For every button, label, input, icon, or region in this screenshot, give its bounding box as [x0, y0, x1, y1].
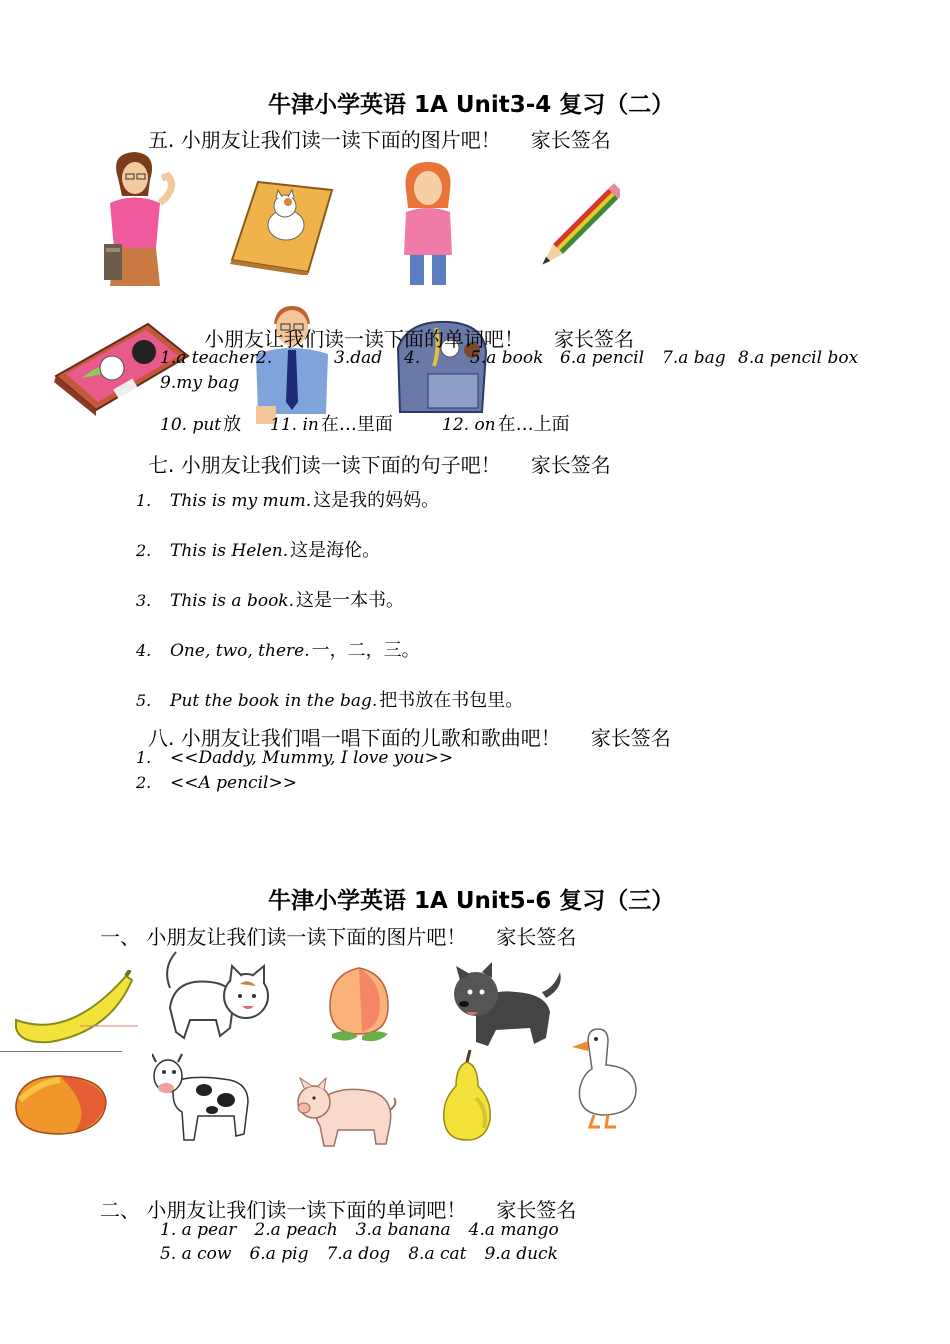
word-8: 8.a pencil box: [738, 348, 859, 368]
word-dog: 7.a dog: [326, 1244, 391, 1264]
word-4: 4.: [404, 348, 421, 368]
word-10: [160, 410, 241, 436]
song-2-title: <<A pencil>>: [170, 773, 297, 793]
sentence-5-zh: 把书放在书包里。: [379, 690, 524, 711]
cat-picture: [160, 948, 275, 1043]
section-2-sign: 家长签名: [496, 1198, 577, 1222]
word-2: 2.: [256, 348, 273, 368]
teacher-picture: [90, 148, 185, 288]
sentence-1-zh: 这是我的妈妈。: [313, 490, 440, 511]
section-8-sign: 家长签名: [590, 726, 671, 750]
sentence-5-num: 5.: [136, 691, 152, 710]
word-pear: 1. a pear: [160, 1220, 237, 1240]
sentence-2: [136, 536, 380, 562]
song-1-num: 1.: [136, 748, 152, 767]
song-2-num: 2.: [136, 773, 152, 792]
section-2-label: 二、 小朋友让我们读一读下面的单词吧！: [100, 1198, 467, 1222]
sentence-2-zh: 这是海伦。: [290, 540, 381, 561]
word-9: 9.my bag: [160, 373, 240, 393]
word-10-en: 10. put: [160, 415, 222, 435]
pencil-box-picture: [52, 318, 192, 418]
sentence-1: [136, 486, 439, 512]
sentence-4-num: 4.: [136, 641, 152, 660]
sentence-1-num: 1.: [136, 491, 152, 510]
word-7: 7.a bag: [662, 348, 726, 368]
mango-picture: [10, 1070, 110, 1140]
sentence-3: [136, 586, 404, 612]
word-1: 1.a teacher: [160, 348, 258, 368]
word-11-zh: 在…里面: [320, 414, 393, 435]
part1-title: 牛津小学英语 1A Unit3-4 复习（二）: [268, 92, 675, 118]
section-5-heading: [148, 124, 611, 153]
sentence-4: [136, 636, 420, 662]
word-11: [270, 410, 393, 436]
divider-line: [0, 1051, 122, 1052]
part2-title: 牛津小学英语 1A Unit5-6 复习（三）: [268, 888, 675, 914]
song-2: [136, 772, 299, 793]
sentence-4-zh: 一，二，三。: [311, 640, 420, 661]
song-1-title: <<Daddy, Mummy, I love you>>: [170, 748, 454, 768]
word-12-en: 12. on: [442, 415, 496, 435]
word-11-en: 11. in: [270, 415, 319, 435]
word-banana: 3.a banana: [355, 1220, 451, 1240]
sentence-1-en: This is my mum.: [170, 491, 312, 511]
word-12-zh: 在…上面: [497, 414, 570, 435]
word-3: 3.dad: [334, 348, 383, 368]
book-picture: [228, 180, 338, 275]
sentence-2-en: This is Helen.: [170, 541, 289, 561]
duck-picture: [566, 1025, 641, 1130]
section-6-label: 小朋友让我们读一读下面的单词吧！: [204, 327, 524, 351]
sentence-5-en: Put the book in the bag.: [170, 691, 378, 711]
pig-picture: [290, 1070, 400, 1150]
sentence-3-en: This is a book.: [170, 591, 295, 611]
cow-picture: [152, 1052, 252, 1147]
peach-picture: [322, 960, 397, 1045]
sentence-3-zh: 这是一本书。: [296, 590, 405, 611]
section-1-heading: [100, 921, 576, 950]
word-cow: 5. a cow: [160, 1244, 232, 1264]
section-1-sign: 家长签名: [496, 925, 577, 949]
section-5-label: 五. 小朋友让我们读一读下面的图片吧！: [148, 128, 501, 152]
word-6: 6.a pencil: [560, 348, 645, 368]
word-10-zh: 放: [223, 414, 242, 435]
sentence-4-en: One, two, there.: [170, 641, 310, 661]
part2-words-row-2: [160, 1244, 576, 1264]
word-mango: 4.a mango: [468, 1220, 559, 1240]
pencil-picture: [530, 182, 620, 282]
section-5-sign: 家长签名: [530, 128, 611, 152]
word-duck: 9.a duck: [484, 1244, 558, 1264]
section-8-label: 八. 小朋友让我们唱一唱下面的儿歌和歌曲吧！: [148, 726, 561, 750]
sentence-2-num: 2.: [136, 541, 152, 560]
section-2-heading: [100, 1194, 576, 1223]
sentence-3-num: 3.: [136, 591, 152, 610]
helen-picture: [398, 160, 458, 290]
song-1: [136, 747, 455, 768]
part2-words-row-1: [160, 1220, 577, 1240]
word-pig: 6.a pig: [249, 1244, 309, 1264]
word-peach: 2.a peach: [254, 1220, 338, 1240]
word-cat: 8.a cat: [408, 1244, 467, 1264]
section-7-sign: 家长签名: [530, 453, 611, 477]
section-7-heading: [148, 449, 611, 478]
word-5: 5.a book: [470, 348, 544, 368]
dog-picture: [446, 958, 566, 1053]
banana-picture: [10, 970, 140, 1050]
section-6-sign: 家长签名: [554, 327, 634, 351]
section-7-label: 七. 小朋友让我们读一读下面的句子吧！: [148, 453, 501, 477]
sentence-5: [136, 686, 523, 712]
word-12: [442, 410, 570, 436]
section-1-label: 一、 小朋友让我们读一读下面的图片吧！: [100, 925, 467, 949]
pear-picture: [440, 1048, 495, 1143]
